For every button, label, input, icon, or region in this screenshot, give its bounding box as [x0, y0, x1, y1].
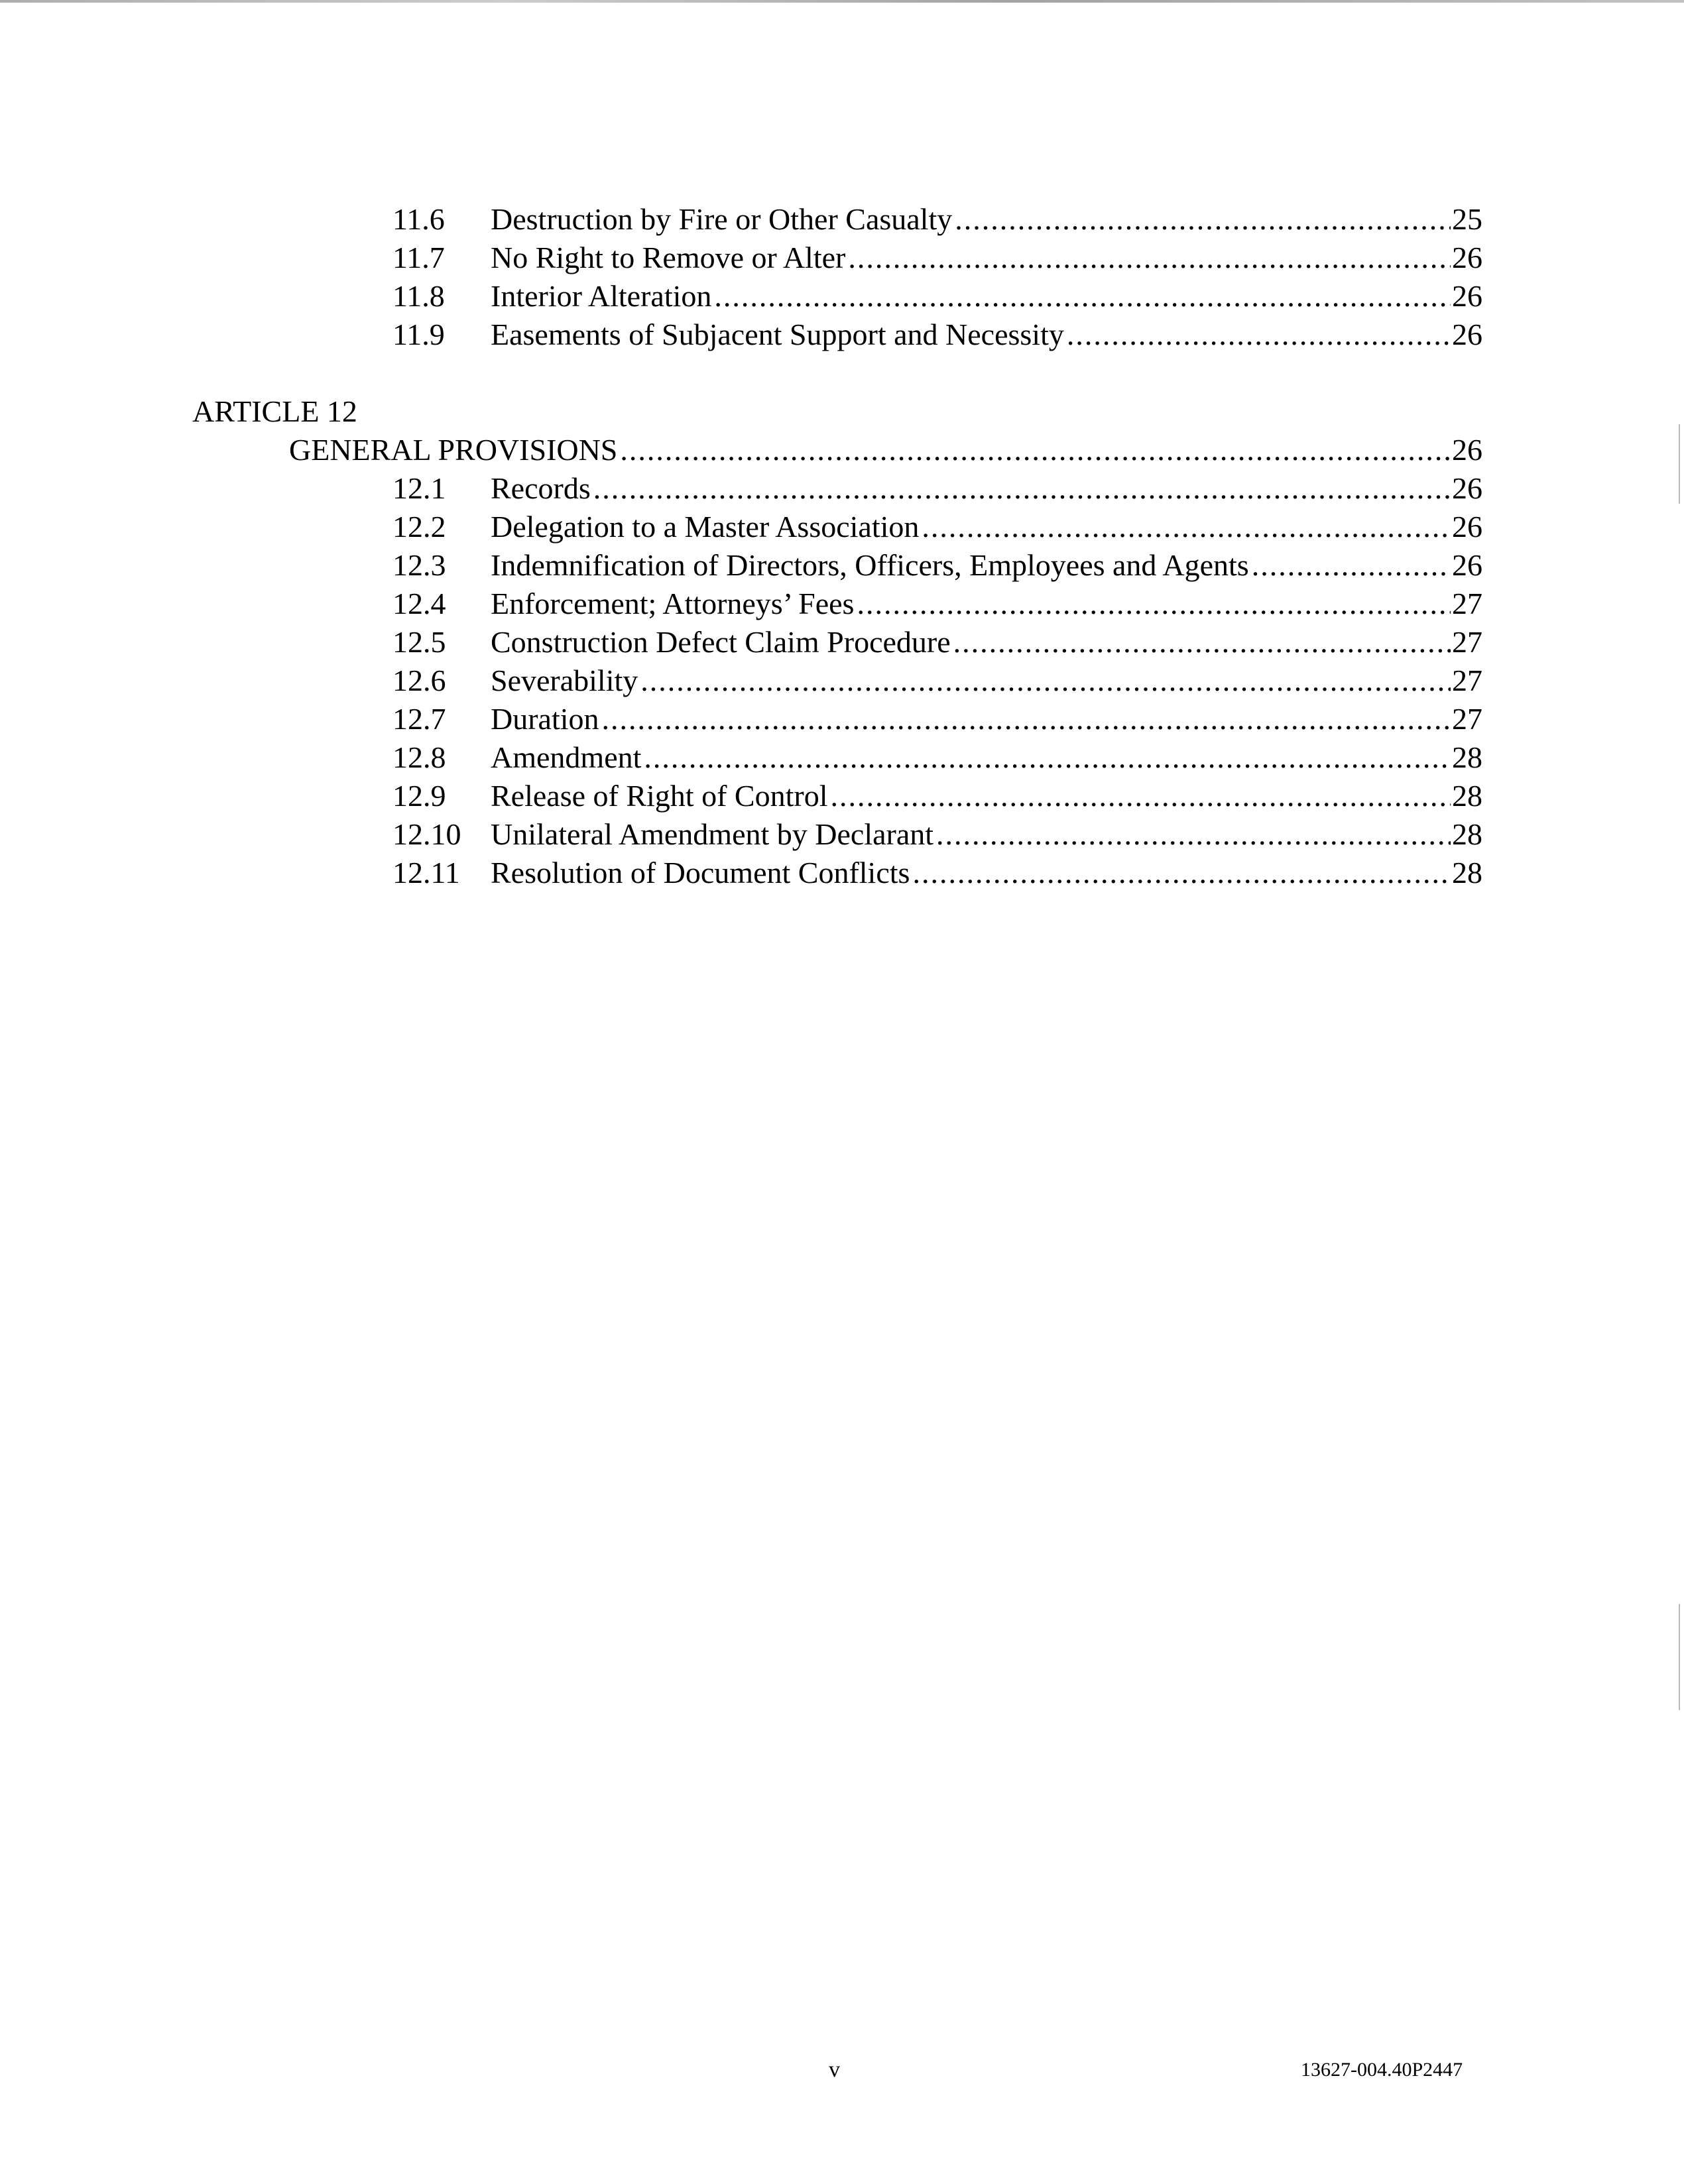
article-heading: ARTICLE 12	[192, 394, 357, 428]
toc-section-number: 11.8	[392, 279, 445, 313]
toc-leader-dots	[953, 623, 1451, 661]
toc-leader-dots	[620, 431, 1451, 469]
toc-section-number: 12.10	[392, 817, 461, 851]
toc-section-number: 12.4	[392, 587, 446, 620]
scan-edge	[0, 0, 1684, 3]
toc-section-title: Severability	[491, 661, 640, 700]
toc-section-title: Easements of Subjacent Support and Necessity	[491, 316, 1067, 354]
toc-row[interactable]	[0, 239, 1684, 277]
toc-leader-dots	[955, 200, 1451, 239]
toc-row[interactable]	[0, 316, 1684, 354]
toc-section-number: 11.7	[392, 241, 445, 274]
toc-row[interactable]	[0, 738, 1684, 777]
toc-row[interactable]	[0, 585, 1684, 623]
toc-leader-dots	[640, 661, 1451, 700]
toc-section-number: 12.2	[392, 510, 446, 544]
toc-page-number: 26	[1452, 510, 1482, 544]
scan-margin-mark	[1679, 1604, 1680, 1710]
toc-leader-dots	[848, 239, 1451, 277]
toc-row[interactable]	[0, 777, 1684, 815]
toc-section-number: 11.6	[392, 202, 445, 236]
toc-row[interactable]	[0, 277, 1684, 316]
toc-page-number: 26	[1452, 317, 1482, 351]
toc-page-number: 28	[1452, 817, 1482, 851]
toc-row[interactable]	[0, 469, 1684, 508]
toc-section-title: Amendment	[491, 738, 644, 777]
toc-row[interactable]	[0, 508, 1684, 546]
toc-section-number: 12.6	[392, 663, 446, 697]
toc-leader-dots	[912, 854, 1451, 892]
toc-section-title: Duration	[491, 700, 602, 738]
toc-leader-dots	[593, 469, 1451, 508]
toc-row[interactable]	[0, 815, 1684, 854]
toc-row[interactable]	[0, 200, 1684, 239]
toc-row[interactable]	[0, 854, 1684, 892]
toc-section-number: 12.9	[392, 779, 446, 813]
toc-section-number: 12.3	[392, 548, 446, 582]
toc-section-title: Release of Right of Control	[491, 777, 830, 815]
toc-leader-dots	[1252, 546, 1451, 585]
toc-page-number: 27	[1452, 587, 1482, 620]
scan-margin-mark	[1679, 424, 1680, 504]
toc-leader-dots	[602, 700, 1451, 738]
toc-section-title: Construction Defect Claim Procedure	[491, 623, 953, 661]
toc-page-number: 26	[1452, 433, 1482, 467]
toc-section-title: Indemnification of Directors, Officers, Employees and Agents	[491, 546, 1252, 585]
toc-leader-dots	[1067, 316, 1451, 354]
toc-page-number: 27	[1452, 625, 1482, 659]
toc-row[interactable]	[0, 623, 1684, 661]
toc-page-number: 27	[1452, 663, 1482, 697]
footer-page-number: v	[829, 2057, 840, 2082]
toc-article-row[interactable]	[0, 431, 1684, 469]
toc-page-number: 25	[1452, 202, 1482, 236]
toc-section-number: 12.1	[392, 471, 446, 505]
footer-document-id: 13627-004.40P2447	[1301, 2059, 1463, 2081]
article-title: GENERAL PROVISIONS	[289, 431, 620, 469]
toc-section-number: 12.5	[392, 625, 446, 659]
toc-page-number: 28	[1452, 779, 1482, 813]
toc-page-number: 26	[1452, 241, 1482, 274]
toc-leader-dots	[714, 277, 1451, 316]
toc-leader-dots	[936, 815, 1451, 854]
toc-section-title: Delegation to a Master Association	[491, 508, 922, 546]
toc-section-title: Interior Alteration	[491, 277, 714, 316]
toc-section-number: 12.7	[392, 702, 446, 736]
toc-row[interactable]	[0, 700, 1684, 738]
toc-leader-dots	[922, 508, 1451, 546]
toc-page-number: 26	[1452, 548, 1482, 582]
toc-section-title: Resolution of Document Conflicts	[491, 854, 912, 892]
toc-row[interactable]	[0, 546, 1684, 585]
toc-section-title: Destruction by Fire or Other Casualty	[491, 200, 955, 239]
toc-page-number: 28	[1452, 856, 1482, 890]
toc-section-number: 12.11	[392, 856, 460, 890]
toc-leader-dots	[644, 738, 1451, 777]
toc-page-number: 27	[1452, 702, 1482, 736]
toc-section-title: Enforcement; Attorneys’ Fees	[491, 585, 857, 623]
toc-leader-dots	[857, 585, 1451, 623]
toc-section-title: Records	[491, 469, 593, 508]
toc-leader-dots	[830, 777, 1451, 815]
toc-section-number: 12.8	[392, 740, 446, 774]
toc-page-number: 26	[1452, 279, 1482, 313]
toc-page-number: 28	[1452, 740, 1482, 774]
toc-section-number: 11.9	[392, 317, 445, 351]
toc-page-number: 26	[1452, 471, 1482, 505]
toc-row[interactable]	[0, 661, 1684, 700]
toc-section-title: No Right to Remove or Alter	[491, 239, 848, 277]
toc-section-title: Unilateral Amendment by Declarant	[491, 815, 936, 854]
